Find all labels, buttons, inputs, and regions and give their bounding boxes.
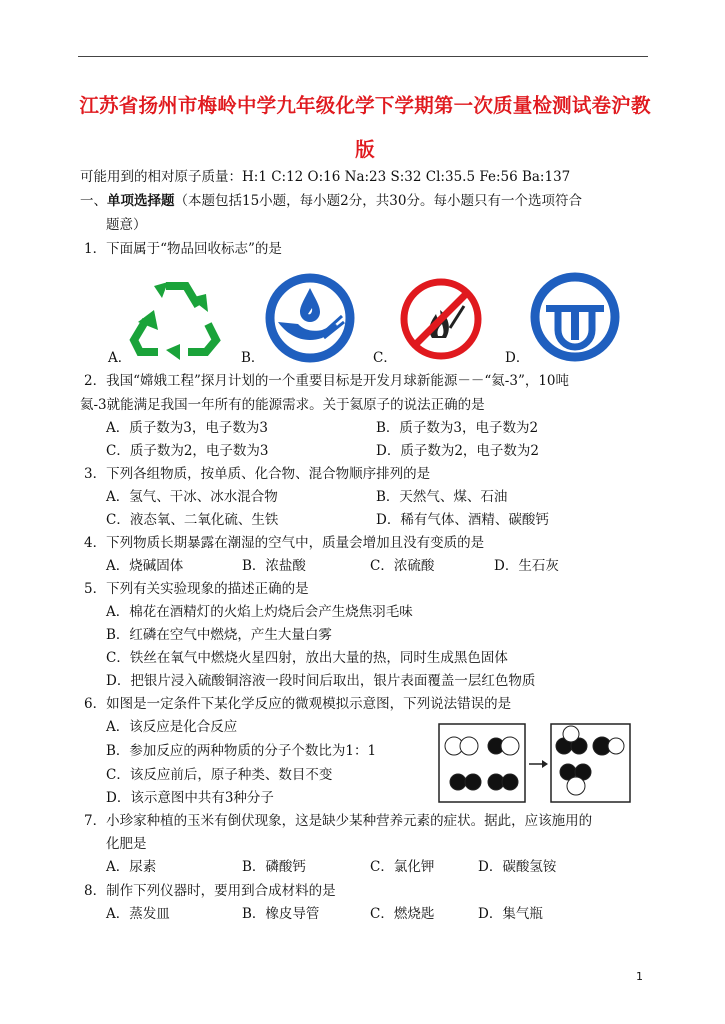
q2-stem-1: 2．我国“嫦娥工程”探月计划的一个重要目标是开发月球新能源－－“氦-3”，10吨	[84, 373, 570, 389]
q3-stem: 3．下列各组物质，按单质、化合物、混合物顺序排列的是	[84, 466, 431, 482]
q8-stem: 8．制作下列仪器时，要用到合成材料的是	[84, 883, 336, 899]
q2-stem-2: 氦-3就能满足我国一年所有的能源需求。关于氦原子的说法正确的是	[80, 397, 485, 413]
q8-option-a[interactable]: A．蒸发皿	[106, 906, 170, 922]
q8-option-c[interactable]: C．燃烧匙	[370, 906, 435, 922]
q7-option-a[interactable]: A．尿素	[106, 859, 157, 875]
q4-option-b[interactable]: B．浓盐酸	[242, 558, 306, 574]
q7-option-c[interactable]: C．氯化钾	[370, 859, 435, 875]
q6-option-c[interactable]: C．该反应前后，原子种类、数目不变	[106, 767, 333, 783]
reaction-diagram	[438, 722, 632, 806]
header-rule	[78, 56, 648, 57]
q3-option-b[interactable]: B．天然气、煤、石油	[376, 489, 508, 505]
q1-label-b: B．	[241, 350, 265, 366]
section1-heading-cont: 题意）	[106, 217, 147, 233]
q1-label-d: D．	[505, 350, 530, 366]
q3-option-a[interactable]: A．氢气、干冰、冰水混合物	[106, 489, 278, 505]
q3-option-c[interactable]: C．液态氧、二氧化硫、生铁	[106, 512, 279, 528]
q1-label-a: A．	[108, 350, 132, 366]
q2-option-c[interactable]: C．质子数为2，电子数为3	[106, 443, 269, 459]
document-title-line2: 版	[355, 138, 375, 161]
q4-option-c[interactable]: C．浓硫酸	[370, 558, 435, 574]
q5-option-c[interactable]: C．铁丝在氧气中燃烧火星四射，放出大量的热，同时生成黑色固体	[106, 650, 508, 666]
page-number: 1	[636, 970, 643, 983]
q4-option-d[interactable]: D．生石灰	[494, 558, 559, 574]
q2-option-d[interactable]: D．质子数为2，电子数为2	[376, 443, 540, 459]
q6-option-a[interactable]: A．该反应是化合反应	[106, 719, 238, 735]
q7-option-d[interactable]: D．碳酸氢铵	[478, 859, 557, 875]
q5-option-b[interactable]: B．红磷在空气中燃烧，产生大量白雾	[106, 627, 332, 643]
recycle-icon	[128, 272, 224, 360]
energy-icon	[528, 270, 622, 364]
q1-label-c: C．	[373, 350, 397, 366]
q7-option-b[interactable]: B．磷酸钙	[242, 859, 306, 875]
section1-heading-bold: 单项选择题	[107, 193, 175, 209]
q4-stem: 4．下列物质长期暴露在潮湿的空气中，质量会增加且没有变质的是	[84, 535, 485, 551]
section1-heading: 一、单项选择题（本题包括15小题，每小题2分，共30分。每小题只有一个选项符合	[80, 193, 582, 209]
q4-option-a[interactable]: A．烧碱固体	[106, 558, 184, 574]
q2-option-a[interactable]: A．质子数为3，电子数为3	[106, 420, 268, 436]
q1-stem: 1．下面属于“物品回收标志”的是	[84, 241, 282, 257]
atomic-masses: 可能用到的相对原子质量：H:1 C:12 O:16 Na:23 S:32 Cl:35.5 Fe:56 Ba:137	[80, 169, 571, 185]
q5-option-d[interactable]: D．把银片浸入硫酸铜溶液一段时间后取出，银片表面覆盖一层红色物质	[106, 673, 536, 689]
q8-option-b[interactable]: B．橡皮导管	[242, 906, 320, 922]
q5-stem: 5．下列有关实验现象的描述正确的是	[84, 581, 309, 597]
q2-option-b[interactable]: B．质子数为3，电子数为2	[376, 420, 539, 436]
q3-option-d[interactable]: D．稀有气体、酒精、碳酸钙	[376, 512, 549, 528]
q7-stem-1: 7．小珍家种植的玉米有倒伏现象，这是缺少某种营养元素的症状。据此，应该施用的	[84, 813, 593, 829]
no-fire-icon	[398, 276, 484, 362]
q8-option-d[interactable]: D．集气瓶	[478, 906, 543, 922]
q6-option-d[interactable]: D．该示意图中共有3种分子	[106, 790, 274, 806]
document-title-line1: 江苏省扬州市梅岭中学九年级化学下学期第一次质量检测试卷沪教	[79, 94, 651, 117]
q6-option-b[interactable]: B．参加反应的两种物质的分子个数比为1：1	[106, 743, 377, 759]
water-saving-icon	[264, 272, 356, 364]
q5-option-a[interactable]: A．棉花在酒精灯的火焰上灼烧后会产生烧焦羽毛味	[106, 604, 413, 620]
q6-stem: 6．如图是一定条件下某化学反应的微观模拟示意图，下列说法错误的是	[84, 696, 512, 712]
q7-stem-2: 化肥是	[106, 836, 147, 852]
reactants-box	[439, 724, 525, 802]
